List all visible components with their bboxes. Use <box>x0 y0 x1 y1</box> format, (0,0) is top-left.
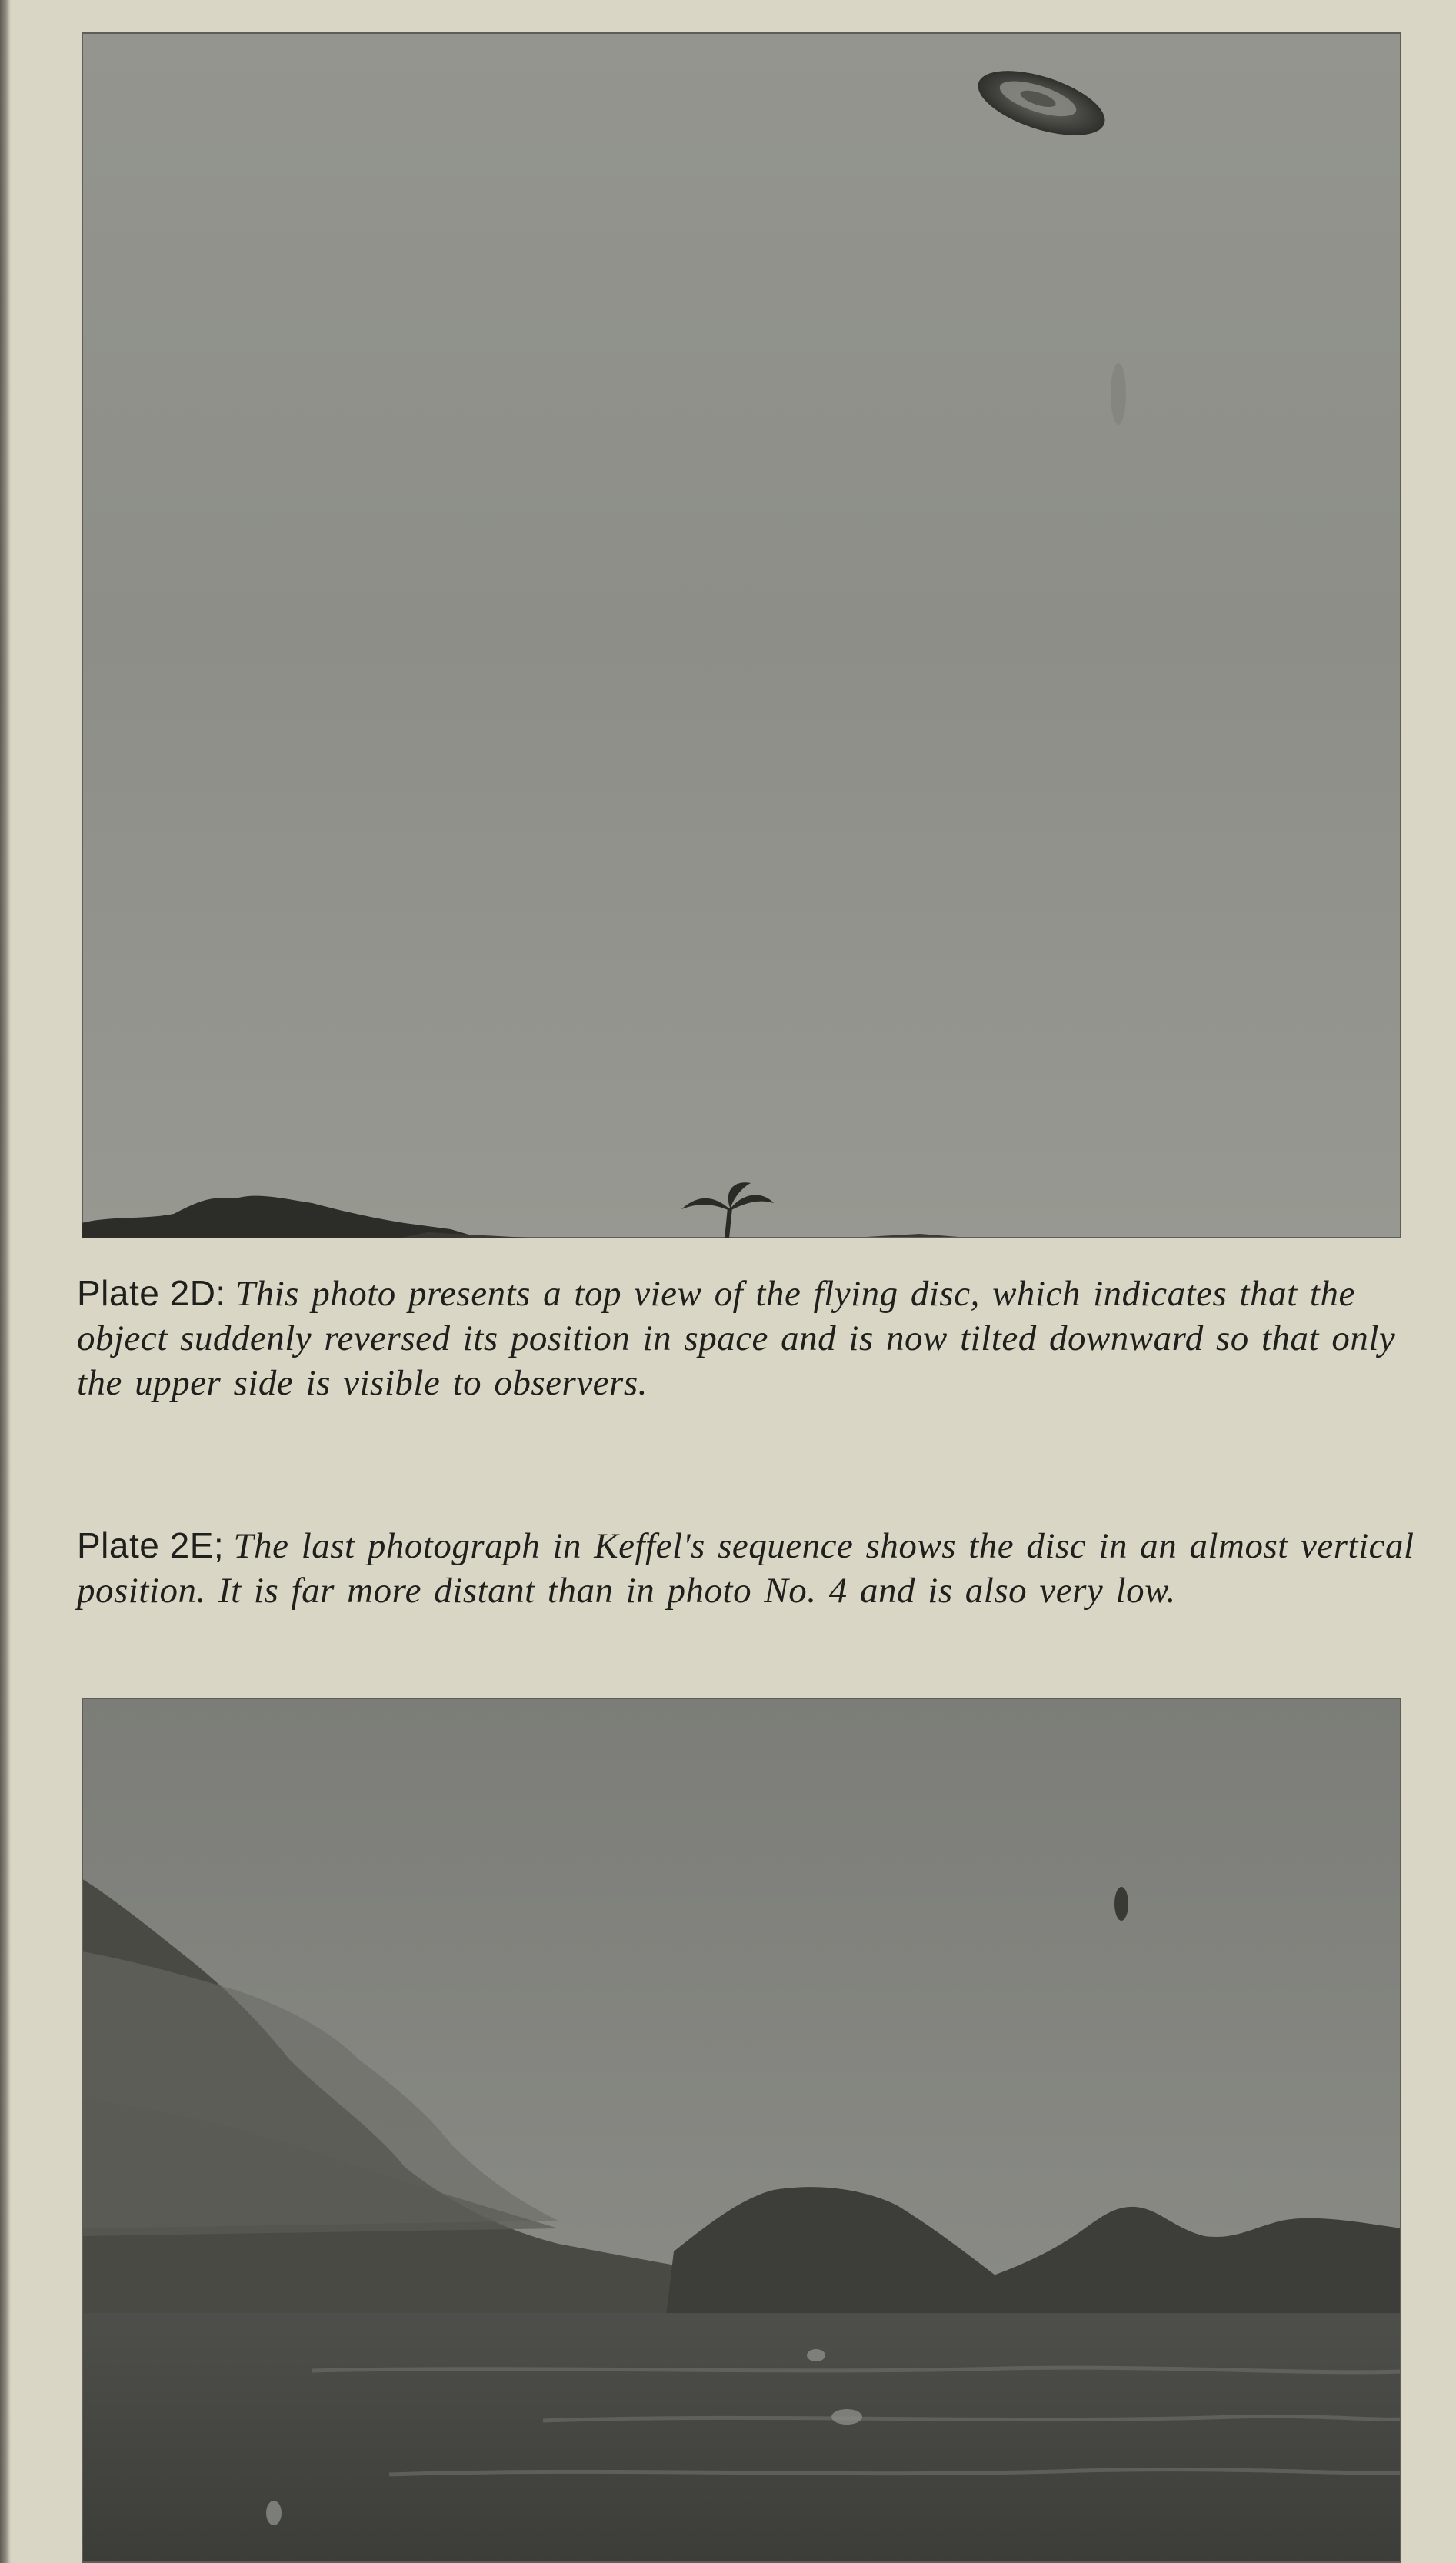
photo-plate-2d <box>82 32 1401 1238</box>
caption-plate-2e-label: Plate 2E; <box>77 1525 225 1565</box>
sea <box>82 2313 1401 2563</box>
distant-disc <box>1114 1887 1128 1921</box>
caption-plate-2d-text: This photo presents a top view of the flying disc, which indicates that the object suddenly reversed its position in space and is now tilted downward so that only the upper side is visible to observers. <box>77 1274 1396 1403</box>
caption-plate-2e-text: The last photograph in Keffel's sequence shows the disc in an almost vertical position. It is far more distant than in photo No. 4 and is also very low. <box>77 1526 1414 1611</box>
photo-plate-2e <box>82 1698 1401 2563</box>
plate-2e-image <box>82 1698 1401 2563</box>
caption-plate-2d-label: Plate 2D: <box>77 1273 226 1313</box>
caption-plate-2e <box>77 1523 1415 1613</box>
plate-2d-image <box>82 32 1401 1238</box>
page-edge-shadow <box>0 0 11 2563</box>
caption-plate-2d <box>77 1271 1415 1405</box>
